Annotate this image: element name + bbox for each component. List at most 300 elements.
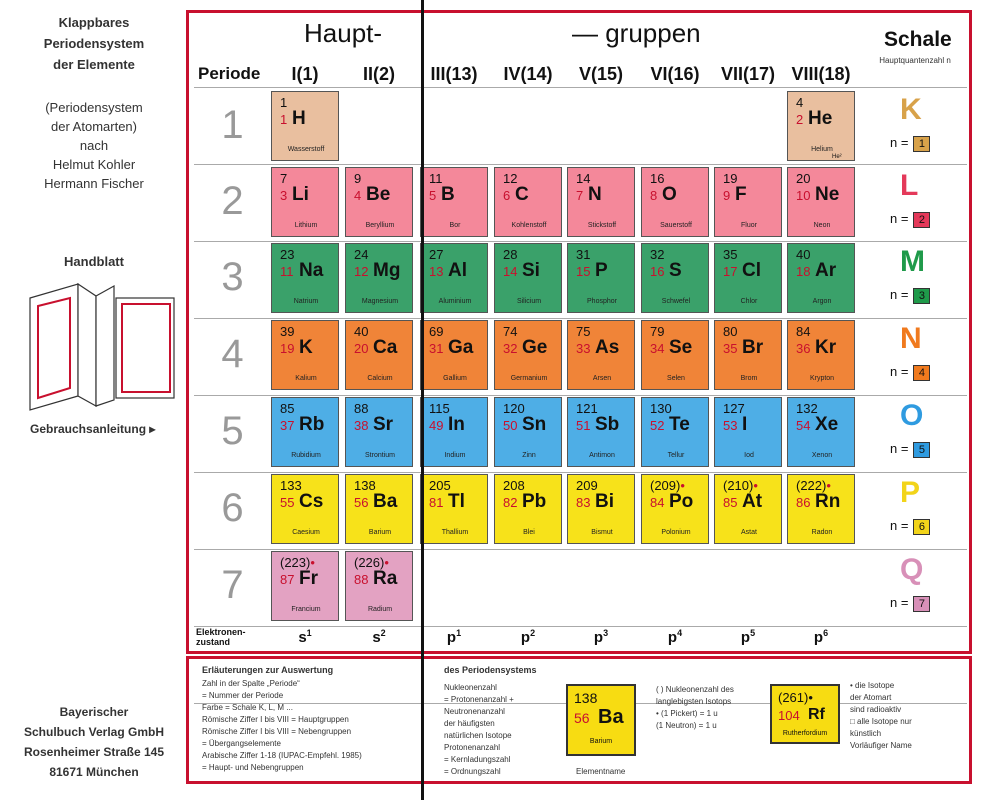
group-header: VI(16) bbox=[650, 64, 700, 84]
element-symbol: Al bbox=[448, 260, 467, 281]
shell-quantum-number bbox=[890, 518, 930, 535]
usage-instructions-link[interactable]: Gebrauchsanleitung ▸ bbox=[30, 422, 156, 436]
element-mass bbox=[503, 324, 517, 339]
element-symbol: Sr bbox=[373, 414, 394, 435]
element-atomic-number: 87 bbox=[280, 572, 295, 587]
element-cell bbox=[567, 167, 635, 237]
element-name: Silicium bbox=[516, 298, 542, 305]
element-name: Francium bbox=[291, 606, 321, 613]
element-mass-value: 12 bbox=[503, 171, 518, 186]
legend-left-title: Erläuterungen zur Auswertung bbox=[202, 665, 334, 675]
element-mass bbox=[280, 324, 294, 339]
element-symbol: H bbox=[292, 108, 306, 129]
element-name: Bismut bbox=[591, 529, 613, 536]
element-cell bbox=[345, 320, 413, 390]
element-name: Gallium bbox=[443, 375, 467, 382]
element-symbol: Sn bbox=[522, 414, 547, 435]
element-name: Stickstoff bbox=[587, 222, 617, 229]
element-mass-value: 115 bbox=[429, 401, 450, 416]
element-cell bbox=[567, 243, 635, 313]
element-cell bbox=[714, 167, 782, 237]
legend-left-text: Zahl in der Spalte „Periode“ = Nummer der Periode Farbe = Schale K, L, M ... Römische Ziffer I bis VIII = Hauptgruppen Römische Ziffer I bis VIII = Nebengruppen = Übergangselemente Arabische Ziffer 1-18 (IUPAC-Empfehl. 1985) = Haupt- und Nebengruppen bbox=[202, 679, 362, 772]
group-header: IV(14) bbox=[503, 64, 553, 84]
element-atomic-number: 56 bbox=[354, 495, 369, 510]
element-atomic-number: 7 bbox=[576, 188, 584, 203]
element-mass-value: (226) bbox=[354, 555, 385, 570]
group-header: V(15) bbox=[578, 64, 623, 84]
shell-n-box: 2 bbox=[913, 212, 930, 228]
orbital-base: p bbox=[667, 629, 678, 646]
element-mass-value: 208 bbox=[503, 478, 525, 493]
element-mass bbox=[796, 324, 810, 339]
shell-letter: L bbox=[900, 169, 919, 202]
element-mass-value: 79 bbox=[650, 324, 665, 339]
element-name: Caesium bbox=[292, 529, 320, 536]
element-mass bbox=[796, 171, 810, 186]
group-header: VII(17) bbox=[720, 64, 776, 84]
element-name: Rubidium bbox=[291, 452, 321, 459]
row-separator bbox=[194, 318, 967, 319]
element-cell bbox=[271, 551, 339, 621]
element-symbol: Po bbox=[669, 491, 694, 512]
orbital-label bbox=[344, 628, 414, 646]
orbital-label bbox=[786, 628, 856, 646]
element-atomic-number: 11 bbox=[280, 264, 294, 279]
element-mass-value: 14 bbox=[576, 171, 591, 186]
element-mass-value: 120 bbox=[503, 401, 525, 416]
element-name: Sauerstoff bbox=[660, 222, 692, 229]
element-atomic-number: 6 bbox=[503, 188, 511, 203]
element-atomic-number: 33 bbox=[576, 341, 591, 356]
element-symbol: Kr bbox=[815, 337, 837, 358]
element-mass bbox=[723, 324, 737, 339]
element-atomic-number: 35 bbox=[723, 341, 738, 356]
orbital-count: 4 bbox=[677, 628, 683, 638]
element-cell bbox=[271, 320, 339, 390]
element-mass-value: 130 bbox=[650, 401, 672, 416]
element-name: Natrium bbox=[293, 298, 319, 305]
handblatt-label: Handblatt bbox=[64, 254, 124, 269]
element-name: Wasserstoff bbox=[287, 146, 325, 153]
publisher-info: Bayerischer Schulbuch Verlag GmbH Rosenheimer Straße 145 81671 München bbox=[23, 705, 165, 779]
row-separator bbox=[194, 164, 967, 165]
left-column bbox=[8, 8, 180, 794]
element-cell bbox=[787, 397, 855, 467]
element-cell bbox=[345, 167, 413, 237]
element-name: Magnesium bbox=[361, 298, 399, 305]
orbital-label bbox=[493, 628, 563, 646]
element-symbol: C bbox=[515, 184, 529, 205]
legend-far-text: • die Isotope der Atomart sind radioaktiv □ alle Isotope nur künstlich Vorläufiger Name bbox=[850, 681, 912, 750]
element-atomic-number: 31 bbox=[429, 341, 444, 356]
period-number: 3 bbox=[221, 255, 244, 299]
element-atomic-number: 81 bbox=[429, 495, 444, 510]
element-symbol: Ar bbox=[815, 260, 837, 281]
element-note: He² bbox=[832, 154, 842, 160]
row-separator bbox=[194, 549, 967, 550]
shell-quantum-number bbox=[890, 211, 930, 228]
orbital-label bbox=[419, 628, 489, 646]
element-atomic-number: 5 bbox=[429, 188, 437, 203]
element-cell bbox=[494, 474, 562, 544]
element-mass-value: 20 bbox=[796, 171, 811, 186]
element-mass-value: 16 bbox=[650, 171, 665, 186]
element-symbol: Te bbox=[669, 414, 690, 435]
orbital-base: s bbox=[372, 629, 381, 646]
element-symbol: He bbox=[808, 108, 833, 129]
element-mass-value: 121 bbox=[576, 401, 598, 416]
element-mass bbox=[429, 324, 443, 339]
element-name: Strontium bbox=[365, 452, 395, 459]
shell-n-box: 4 bbox=[913, 365, 930, 381]
group-header: III(13) bbox=[430, 64, 478, 84]
element-name: Thallium bbox=[441, 529, 469, 536]
period-number: 7 bbox=[221, 563, 244, 607]
shell-n-label: n = bbox=[890, 364, 909, 379]
element-symbol: Ra bbox=[373, 568, 398, 589]
shell-n-box: 1 bbox=[913, 136, 930, 152]
orbital-count: 5 bbox=[750, 628, 756, 638]
period-number: 4 bbox=[221, 332, 244, 376]
radioactive-marker: • bbox=[680, 478, 685, 493]
element-mass-value: 84 bbox=[796, 324, 811, 339]
element-atomic-number: 36 bbox=[796, 341, 811, 356]
element-mass-value: (222) bbox=[796, 478, 827, 493]
element-mass bbox=[280, 247, 294, 262]
element-cell bbox=[420, 397, 488, 467]
element-mass-value: 40 bbox=[354, 324, 369, 339]
element-cell bbox=[494, 167, 562, 237]
element-atomic-number: 14 bbox=[503, 264, 518, 279]
element-atomic-number: 18 bbox=[796, 264, 811, 279]
element-mass-value: 31 bbox=[576, 247, 591, 262]
element-mass bbox=[503, 247, 517, 262]
element-name: Bor bbox=[449, 222, 461, 229]
element-name: Radon bbox=[811, 529, 833, 536]
legend-right-title: des Periodensystems bbox=[444, 665, 537, 675]
orbital-base: p bbox=[446, 629, 457, 646]
element-mass bbox=[280, 171, 287, 186]
element-cell bbox=[714, 397, 782, 467]
element-name: Helium bbox=[811, 146, 833, 153]
element-symbol: O bbox=[662, 184, 677, 205]
element-symbol: Pb bbox=[522, 491, 547, 512]
header-periode: Periode bbox=[198, 64, 261, 83]
row-separator bbox=[194, 472, 967, 473]
shell-letter: Q bbox=[900, 553, 924, 586]
element-mass bbox=[429, 247, 443, 262]
element-name: Astat bbox=[741, 529, 757, 536]
element-symbol: Sb bbox=[595, 414, 620, 435]
element-atomic-number: 16 bbox=[650, 264, 665, 279]
element-mass bbox=[354, 401, 368, 416]
element-symbol: I bbox=[742, 414, 748, 435]
element-mass-value: 69 bbox=[429, 324, 444, 339]
element-cell bbox=[641, 167, 709, 237]
element-atomic-number: 2 bbox=[796, 112, 804, 127]
element-mass-value: 32 bbox=[650, 247, 665, 262]
element-mass-value: (210) bbox=[723, 478, 754, 493]
element-symbol: Ne bbox=[815, 184, 840, 205]
element-name: Germanium bbox=[510, 375, 548, 382]
element-symbol: Se bbox=[669, 337, 693, 358]
element-cell bbox=[641, 397, 709, 467]
element-name: Barium bbox=[368, 529, 392, 536]
header-hauptquantenzahl: Hauptquantenzahl n bbox=[879, 56, 951, 65]
legend-example-cell: 138 56 Ba Barium bbox=[566, 684, 636, 756]
folded-sheet-icon bbox=[28, 278, 178, 418]
element-cell bbox=[420, 474, 488, 544]
element-mass bbox=[650, 247, 664, 262]
row-separator bbox=[194, 395, 967, 396]
element-atomic-number: 10 bbox=[796, 188, 811, 203]
element-atomic-number: 1 bbox=[280, 112, 288, 127]
element-cell bbox=[567, 474, 635, 544]
element-symbol: Rn bbox=[815, 491, 841, 512]
shell-n-label: n = bbox=[890, 518, 909, 533]
group-header: I(1) bbox=[291, 64, 319, 84]
shell-n-label: n = bbox=[890, 135, 909, 150]
legend-example2-cell: (261)• 104 Rf Rutherfordium bbox=[770, 684, 840, 744]
orbital-label bbox=[270, 628, 340, 646]
element-cell bbox=[420, 243, 488, 313]
element-name: Xenon bbox=[811, 452, 833, 459]
element-cell bbox=[787, 167, 855, 237]
element-atomic-number: 37 bbox=[280, 418, 295, 433]
element-cell bbox=[787, 474, 855, 544]
element-mass bbox=[280, 401, 294, 416]
element-symbol: In bbox=[448, 414, 465, 435]
element-mass-value: 133 bbox=[280, 478, 302, 493]
element-mass-value: 85 bbox=[280, 401, 295, 416]
element-symbol: S bbox=[669, 260, 682, 281]
shell-letter: O bbox=[900, 399, 924, 432]
radioactive-marker: • bbox=[826, 478, 831, 493]
orbital-base: p bbox=[740, 629, 751, 646]
element-name: Tellur bbox=[667, 452, 685, 459]
element-atomic-number: 38 bbox=[354, 418, 369, 433]
shell-n-label: n = bbox=[890, 441, 909, 456]
row-separator bbox=[194, 87, 967, 88]
element-cell bbox=[494, 243, 562, 313]
shell-letter: N bbox=[900, 322, 922, 355]
element-cell bbox=[271, 397, 339, 467]
element-symbol: Cl bbox=[742, 260, 761, 281]
element-cell bbox=[567, 397, 635, 467]
element-cell bbox=[641, 243, 709, 313]
element-mass-value: (209) bbox=[650, 478, 681, 493]
element-name: Lithium bbox=[294, 222, 318, 229]
element-mass-value: 1 bbox=[280, 95, 288, 110]
document-title: Klappbares Periodensystem der Elemente bbox=[43, 15, 145, 72]
element-symbol: K bbox=[299, 337, 313, 358]
element-cell bbox=[271, 243, 339, 313]
element-mass bbox=[650, 324, 664, 339]
element-symbol: Na bbox=[299, 260, 324, 281]
element-name: Selen bbox=[667, 375, 685, 382]
orbital-count: 2 bbox=[380, 628, 386, 638]
element-cell bbox=[641, 474, 709, 544]
orbital-label bbox=[566, 628, 636, 646]
period-number: 2 bbox=[221, 179, 244, 223]
shell-n-box: 5 bbox=[913, 442, 930, 458]
shell-quantum-number bbox=[890, 595, 930, 612]
shell-n-label: n = bbox=[890, 595, 909, 610]
shell-n-box: 3 bbox=[913, 288, 930, 304]
fold-divider-line bbox=[421, 0, 424, 800]
orbital-count: 3 bbox=[603, 628, 609, 638]
element-symbol: Ga bbox=[448, 337, 474, 358]
header-schale: Schale bbox=[884, 28, 952, 51]
orbital-count: 1 bbox=[306, 628, 312, 638]
element-symbol: Br bbox=[742, 337, 764, 358]
element-cell bbox=[345, 243, 413, 313]
element-atomic-number: 34 bbox=[650, 341, 665, 356]
element-name: Brom bbox=[740, 375, 758, 382]
element-symbol: As bbox=[595, 337, 620, 358]
element-mass-value: 138 bbox=[354, 478, 376, 493]
header-gruppen: — gruppen bbox=[572, 18, 701, 48]
period-number: 5 bbox=[221, 409, 244, 453]
element-mass-value: 132 bbox=[796, 401, 818, 416]
element-symbol: Be bbox=[366, 184, 391, 205]
element-atomic-number: 17 bbox=[723, 264, 738, 279]
element-symbol: Xe bbox=[815, 414, 839, 435]
shell-letter: P bbox=[900, 476, 921, 509]
element-symbol: B bbox=[441, 184, 455, 205]
element-mass bbox=[796, 95, 803, 110]
element-name: Kalium bbox=[295, 375, 317, 382]
radioactive-marker: • bbox=[384, 555, 389, 570]
element-atomic-number: 86 bbox=[796, 495, 811, 510]
element-mass-value: 75 bbox=[576, 324, 591, 339]
element-mass-value: 9 bbox=[354, 171, 362, 186]
orbital-count: 2 bbox=[530, 628, 536, 638]
element-mass bbox=[576, 247, 590, 262]
shell-quantum-number bbox=[890, 364, 930, 381]
element-atomic-number: 52 bbox=[650, 418, 665, 433]
element-name: Indium bbox=[444, 452, 466, 459]
element-symbol: N bbox=[588, 184, 602, 205]
element-mass-value: 28 bbox=[503, 247, 518, 262]
element-cell bbox=[714, 320, 782, 390]
element-atomic-number: 83 bbox=[576, 495, 591, 510]
element-cell bbox=[787, 91, 855, 161]
orbital-count: 1 bbox=[456, 628, 462, 638]
element-cell bbox=[494, 397, 562, 467]
element-atomic-number: 55 bbox=[280, 495, 295, 510]
element-symbol: Ca bbox=[373, 337, 398, 358]
element-cell bbox=[420, 167, 488, 237]
element-name: Argon bbox=[812, 298, 832, 305]
element-mass bbox=[576, 324, 590, 339]
element-name: Fluor bbox=[741, 222, 757, 229]
element-name: Calcium bbox=[367, 375, 393, 382]
element-symbol: Rb bbox=[299, 414, 325, 435]
element-atomic-number: 54 bbox=[796, 418, 811, 433]
element-cell bbox=[420, 320, 488, 390]
element-name: Phosphor bbox=[587, 298, 617, 305]
element-name: Kohlenstoff bbox=[511, 222, 547, 229]
element-cell bbox=[345, 551, 413, 621]
element-mass-value: 23 bbox=[280, 247, 295, 262]
group-header: II(2) bbox=[362, 64, 395, 84]
legend-mid-text: ( ) Nukleonenzahl des langlebigsten Isotops • (1 Pickert) = 1 u (1 Neutron) = 1 u bbox=[656, 685, 734, 730]
element-name: Radium bbox=[367, 606, 393, 613]
element-name: Antimon bbox=[589, 452, 615, 459]
element-symbol: P bbox=[595, 260, 608, 281]
element-mass-value: 88 bbox=[354, 401, 369, 416]
document-subtitle: (Periodensystem der Atomarten) nach Helmut Kohler Hermann Fischer bbox=[44, 100, 144, 191]
element-name: Neon bbox=[813, 222, 831, 229]
orbital-label bbox=[640, 628, 710, 646]
element-atomic-number: 3 bbox=[280, 188, 288, 203]
element-symbol: Si bbox=[522, 260, 540, 281]
header-haupt: Haupt- bbox=[304, 18, 383, 48]
element-cell bbox=[494, 320, 562, 390]
element-atomic-number: 9 bbox=[723, 188, 731, 203]
element-name: Chlor bbox=[740, 298, 758, 305]
legend-example-caption: Elementname bbox=[576, 767, 626, 776]
element-name: Schwefel bbox=[661, 298, 691, 305]
element-name: Krypton bbox=[809, 375, 835, 382]
element-mass-value: 24 bbox=[354, 247, 369, 262]
element-atomic-number: 85 bbox=[723, 495, 738, 510]
element-cell bbox=[345, 397, 413, 467]
shell-quantum-number bbox=[890, 441, 930, 458]
element-atomic-number: 88 bbox=[354, 572, 369, 587]
element-cell bbox=[271, 167, 339, 237]
element-atomic-number: 19 bbox=[280, 341, 295, 356]
element-cell bbox=[271, 474, 339, 544]
element-name: Blei bbox=[523, 529, 535, 536]
orbital-base: p bbox=[520, 629, 531, 646]
orbital-base: p bbox=[813, 629, 824, 646]
element-cell bbox=[787, 320, 855, 390]
element-cell bbox=[787, 243, 855, 313]
element-atomic-number: 12 bbox=[354, 264, 369, 279]
element-name: Arsen bbox=[592, 375, 612, 382]
element-mass-value: 39 bbox=[280, 324, 295, 339]
element-mass-value: 127 bbox=[723, 401, 745, 416]
orbital-row-label: Elektronen- zustand bbox=[196, 627, 246, 647]
orbital-base: p bbox=[593, 629, 604, 646]
orbital-label bbox=[713, 628, 783, 646]
element-mass bbox=[354, 324, 368, 339]
shell-n-box: 6 bbox=[913, 519, 930, 535]
element-mass bbox=[429, 401, 450, 416]
element-atomic-number: 20 bbox=[354, 341, 369, 356]
row-separator bbox=[194, 241, 967, 242]
element-mass-value: 80 bbox=[723, 324, 738, 339]
element-atomic-number: 84 bbox=[650, 495, 665, 510]
element-symbol: Mg bbox=[373, 260, 401, 281]
element-atomic-number: 49 bbox=[429, 418, 444, 433]
element-mass-value: 19 bbox=[723, 171, 738, 186]
group-header: VIII(18) bbox=[791, 64, 851, 84]
element-cell bbox=[345, 474, 413, 544]
element-cell bbox=[567, 320, 635, 390]
element-mass-value: 74 bbox=[503, 324, 518, 339]
shell-quantum-number bbox=[890, 287, 930, 304]
element-cell bbox=[271, 91, 339, 161]
element-name: Aluminium bbox=[438, 298, 472, 305]
element-mass bbox=[354, 247, 368, 262]
element-symbol: F bbox=[735, 184, 747, 205]
element-mass bbox=[796, 247, 810, 262]
element-name: Iod bbox=[744, 452, 754, 459]
element-mass-value: 35 bbox=[723, 247, 738, 262]
